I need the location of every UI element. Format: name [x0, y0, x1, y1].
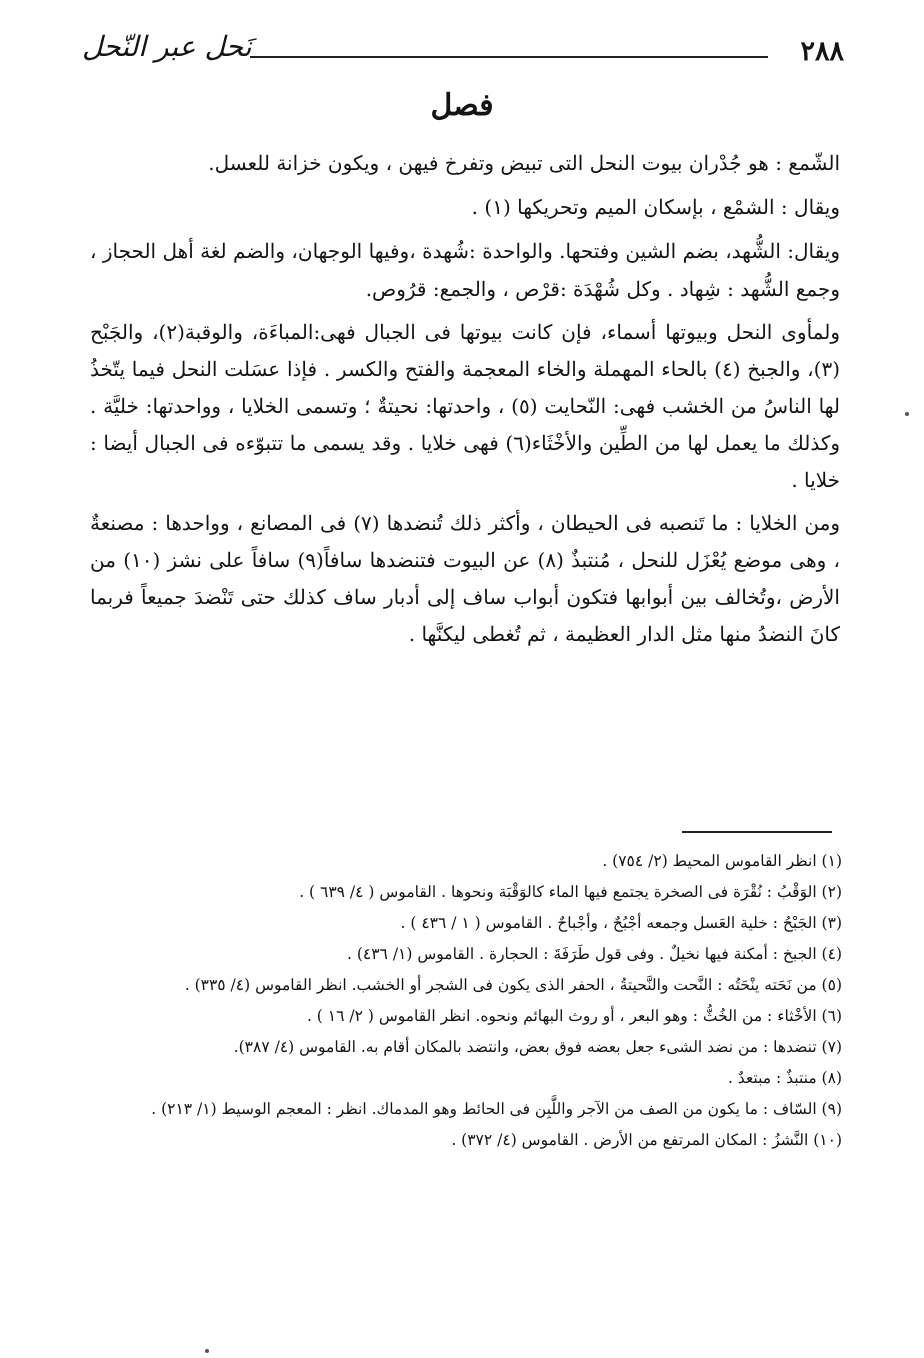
footnote-separator — [682, 831, 832, 833]
body-text — [90, 144, 840, 659]
running-title: نَحل عبر النّحل — [82, 30, 252, 63]
paragraph: ويقال: الشُّهد، بضم الشين وفتحها. والواحدة :شُهدة ،وفيها الوجهان، والضم لغة أهل الحجاز ، وجمع الشُّهد : شِهاد . وكل شُهْدَة :قرْص ، والجمع: قرُوص. — [90, 239, 840, 301]
footnote: (٩) السّاف : ما يكون من الصف من الآجر واللَّبِن فى الحائط وهو المدماك. انظر : المعجم الوسيط (١/ ٢١٣) . — [151, 1100, 842, 1118]
section-title: فصل — [430, 88, 494, 123]
footnote: (٨) منتبذٌ : مبتعدٌ . — [727, 1069, 842, 1087]
footnote: (٢) الوَقْبُ : نُقْرَة فى الصخرة يجتمع فيها الماء كالوَقْبَة ونحوها . القاموس ( ٤/ ٦٣٩ ) . — [299, 883, 842, 901]
paragraph: ومن الخلايا : ما تَنصبه فى الحيطان ، وأكثر ذلك تُنضدها (٧) فى المصانع ، وواحدها : مصنعةٌ ، وهى موضع يُعْزَل للنحل ، مُنتبذٌ (٨) عن البيوت فتنضدها سافاً(٩) سافاً على نشز (١٠) من الأرض ،وتُخالف بين أبوابها فتكون أبواب ساف إلى أدبار ساف كذلك حتى تَنْضدَ جميعاً فربما كانَ النضدُ منها مثل الدار العظيمة ، ثم تُغطى ليكنَّها . — [90, 511, 840, 646]
footnote: (١) انظر القاموس المحيط (٢/ ٧٥٤) . — [602, 852, 842, 870]
paragraph: ويقال : الشمْع ، بإسكان الميم وتحريكها (١) . — [471, 195, 840, 219]
page-number: ٢٨٨ — [800, 36, 844, 67]
page-header — [82, 22, 850, 68]
footnotes — [100, 846, 842, 1156]
footnote: (١٠) النَّشزُ : المكان المرتفع من الأرض . القاموس (٤/ ٣٧٢) . — [451, 1131, 842, 1149]
scan-speck — [205, 1349, 209, 1353]
paragraph: ولمأوى النحل وبيوتها أسماء، فإن كانت بيوتها فى الجبال فهى:المباءَة، والوقبة(٢)، والجَبْح (٣)، والجبخ (٤) بالحاء المهملة والخاء المعجمة والفتح والكسر . فإذا عسَلت النحل فيما يتّخذُ لها الناسُ من الخشب فهى: النّحايت (٥) ، واحدتها: نحيتةٌ ؛ وتسمى الخلايا ، وواحدتها: خليَّة . وكذلك ما يعمل لها من الطِّين والأخْثَاء(٦) فهى خلايا . وقد يسمى ما تتبوّءه فى الجبال أيضا : خلايا . — [90, 320, 841, 492]
footnote: (٥) من نَحَته ينْحَتُه : النَّحت والنَّحيتةُ ، الحفر الذى يكون فى الشجر أو الخشب. انظر القاموس (٤/ ٣٣٥) . — [184, 976, 842, 994]
footnote: (٣) الجَبْحُ : خلية العَسل وجمعه أجْبُحٌ ، وأجْباحٌ . القاموس ( ١ / ٤٣٦ ) . — [400, 914, 842, 932]
footnote: (٤) الجبخ : أمكنة فيها نخيلٌ . وفى قول طَرَفَةَ : الحجارة . القاموس (١/ ٤٣٦) . — [347, 945, 842, 963]
paragraph: الشّمع : هو جُدْران بيوت النحل التى تبيض وتفرخ فيهن ، ويكون خزانة للعسل. — [208, 151, 840, 175]
header-rule — [250, 56, 768, 58]
footnote: (٧) تنضدها : من نضد الشىء جعل بعضه فوق بعض، وانتضد بالمكان أقام به. القاموس (٤/ ٣٨٧). — [233, 1038, 842, 1056]
scan-speck — [905, 412, 909, 416]
footnote: (٦) الأخْثاء : من الخُثُّ : وهو البعر ، أو روث البهائم ونحوه. انظر القاموس ( ٢/ ١٦ ) . — [306, 1007, 842, 1025]
